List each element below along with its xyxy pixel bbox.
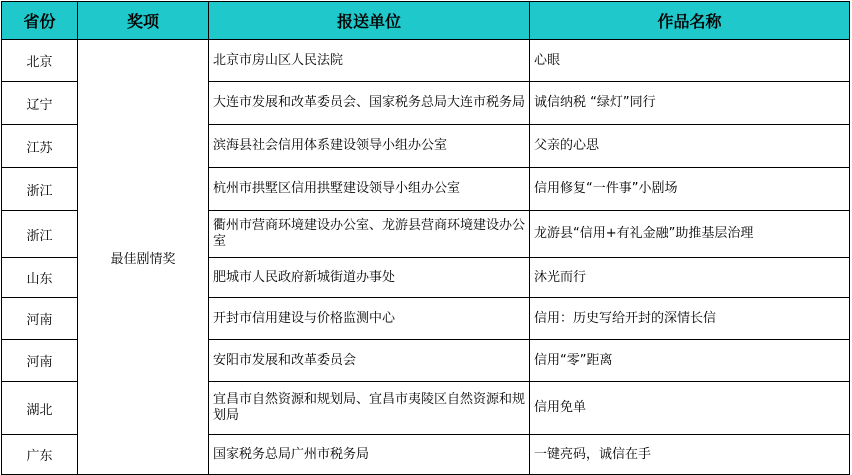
province-cell: 山东 bbox=[2, 258, 78, 298]
table-row bbox=[2, 40, 850, 82]
work-cell: 沐光而行 bbox=[530, 258, 850, 298]
work-cell: 诚信纳税 “绿灯”同行 bbox=[530, 82, 850, 125]
work-cell: 信用免单 bbox=[530, 382, 850, 435]
unit-cell: 宜昌市自然资源和规划局、宜昌市夷陵区自然资源和规划局 bbox=[209, 382, 530, 435]
province-cell: 浙江 bbox=[2, 168, 78, 211]
work-cell: 信用“零”距离 bbox=[530, 340, 850, 382]
awards-table bbox=[1, 1, 850, 475]
province-cell: 河南 bbox=[2, 340, 78, 382]
unit-cell: 开封市信用建设与价格监测中心 bbox=[209, 298, 530, 340]
table-header bbox=[2, 2, 850, 40]
province-cell: 河南 bbox=[2, 298, 78, 340]
work-cell: 信用：历史写给开封的深情长信 bbox=[530, 298, 850, 340]
province-cell: 辽宁 bbox=[2, 82, 78, 125]
province-cell: 江苏 bbox=[2, 125, 78, 168]
unit-cell: 衢州市营商环境建设办公室、龙游县营商环境建设办公室 bbox=[209, 211, 530, 258]
unit-cell: 大连市发展和改革委员会、国家税务总局大连市税务局 bbox=[209, 82, 530, 125]
award-cell: 最佳剧情奖 bbox=[78, 40, 209, 475]
unit-cell: 国家税务总局广州市税务局 bbox=[209, 435, 530, 475]
work-cell: 心眼 bbox=[530, 40, 850, 82]
province-cell: 北京 bbox=[2, 40, 78, 82]
work-cell: 父亲的心思 bbox=[530, 125, 850, 168]
header-work: 作品名称 bbox=[530, 2, 850, 40]
province-cell: 湖北 bbox=[2, 382, 78, 435]
province-cell: 浙江 bbox=[2, 211, 78, 258]
work-cell: 一键亮码，诚信在手 bbox=[530, 435, 850, 475]
work-cell: 龙游县“信用+有礼金融”助推基层治理 bbox=[530, 211, 850, 258]
province-cell: 广东 bbox=[2, 435, 78, 475]
work-cell: 信用修复“一件事”小剧场 bbox=[530, 168, 850, 211]
header-unit: 报送单位 bbox=[209, 2, 530, 40]
header-award: 奖项 bbox=[78, 2, 209, 40]
unit-cell: 安阳市发展和改革委员会 bbox=[209, 340, 530, 382]
unit-cell: 北京市房山区人民法院 bbox=[209, 40, 530, 82]
unit-cell: 杭州市拱墅区信用拱墅建设领导小组办公室 bbox=[209, 168, 530, 211]
unit-cell: 滨海县社会信用体系建设领导小组办公室 bbox=[209, 125, 530, 168]
header-province: 省份 bbox=[2, 2, 78, 40]
unit-cell: 肥城市人民政府新城街道办事处 bbox=[209, 258, 530, 298]
